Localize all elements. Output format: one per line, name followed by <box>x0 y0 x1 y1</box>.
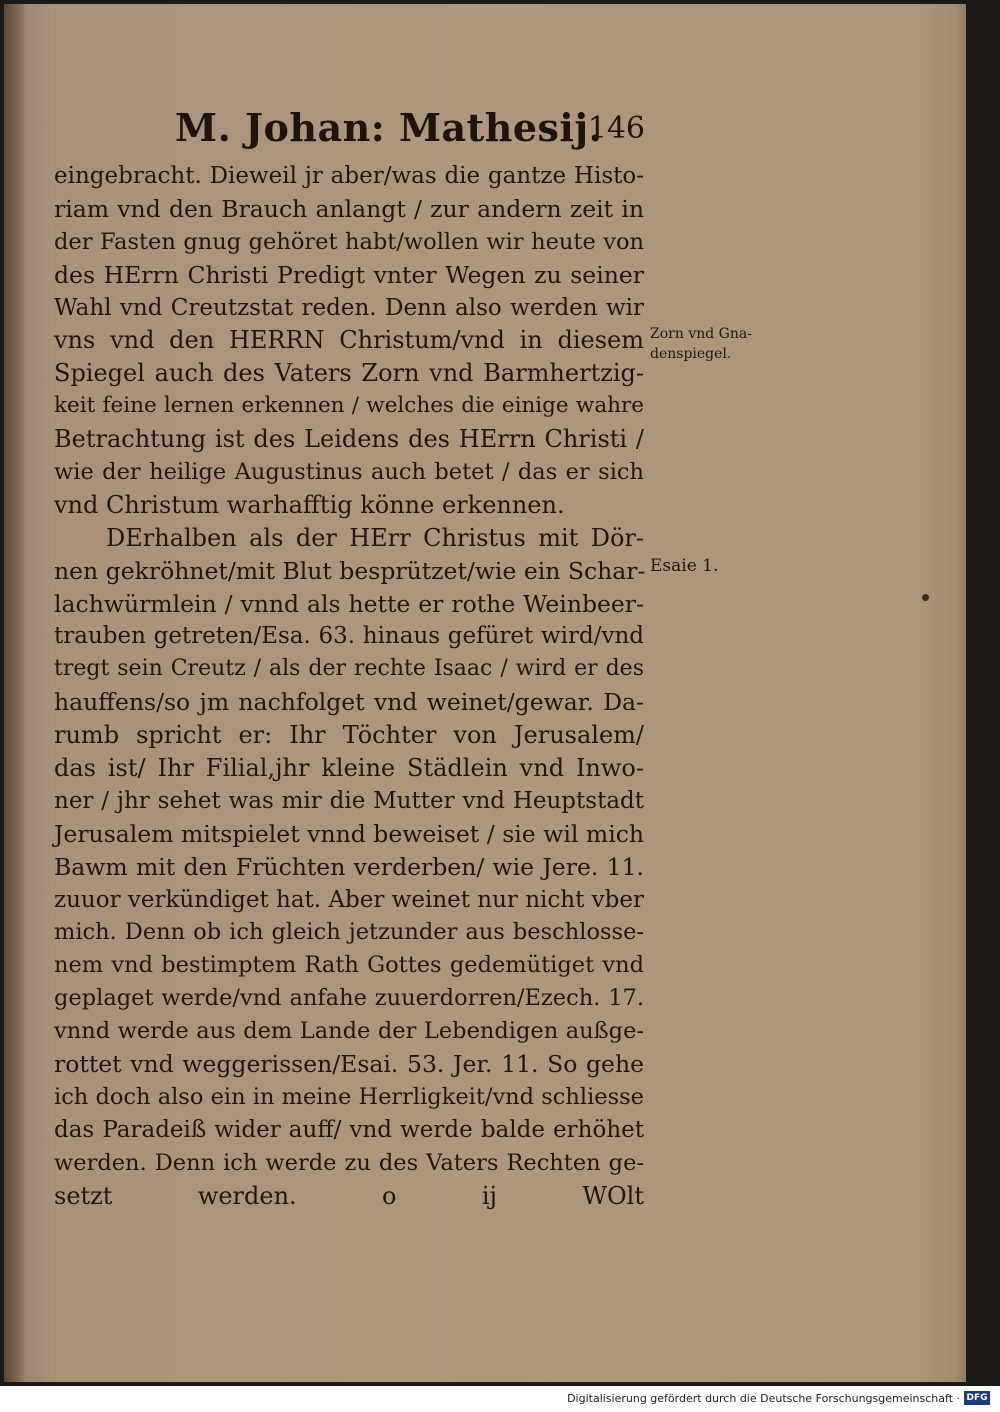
digitization-footer <box>0 1386 1000 1412</box>
text-line: keit feine lernen erkennen / welches die einige wahre <box>54 393 644 419</box>
running-title: M. Johan: Mathesij. <box>175 105 603 150</box>
paragraph-start-line: DErhalben als der HErr Christus mit Dör- <box>106 523 644 552</box>
marginal-note-esaie: Esaie 1. <box>650 556 719 576</box>
text-line: rottet vnd weggerissen/Esai. 53. Jer. 11. So gehe <box>54 1050 644 1079</box>
marginal-note-line: denspiegel. <box>650 346 732 362</box>
dfg-logo-icon: DFG <box>964 1391 990 1405</box>
text-line: eingebracht. Dieweil jr aber/was die gantze Histo- <box>54 163 644 189</box>
text-line: nem vnd bestimptem Rath Gottes gedemütiget vnd <box>54 952 644 979</box>
text-line: rumb spricht er: Ihr Töchter von Jerusalem/ <box>54 721 644 750</box>
ink-speck <box>922 594 929 601</box>
text-line: Wahl vnd Creutzstat reden. Denn also werden wir <box>54 294 644 321</box>
text-line: Bawm mit den Früchten verderben/ wie Jere. 11. <box>54 852 644 881</box>
text-line: trauben getreten/Esa. 63. hinaus gefüret wird/vnd <box>54 623 644 650</box>
text-line: ner / jhr sehet was mir die Mutter vnd Heuptstadt <box>54 787 644 814</box>
marginal-note-zornspiegel <box>650 324 752 364</box>
text-line: Spiegel auch des Vaters Zorn vnd Barmhertzig- <box>54 359 644 388</box>
text-line: werden. Denn ich werde zu des Vaters Rechten ge- <box>54 1149 644 1176</box>
text-line: ich doch also ein in meine Herrligkeit/vnd schliesse <box>54 1083 644 1110</box>
text-line: geplaget werde/vnd anfahe zuuerdorren/Ezech. 17. <box>54 985 644 1012</box>
body-text <box>54 160 644 1213</box>
text-line: lachwürmlein / vnnd als hette er rothe Weinbeer- <box>54 589 644 618</box>
text-line: das ist/ Ihr Filial,jhr kleine Städlein vnd Inwo- <box>54 754 644 783</box>
marginal-note-line: Zorn vnd Gna- <box>650 326 752 342</box>
text-line: vnnd werde aus dem Lande der Lebendigen außge- <box>54 1018 644 1045</box>
page-number: 146 <box>587 111 645 146</box>
text-line: hauffens/so jm nachfolget vnd weinet/gewar. Da- <box>54 688 644 717</box>
text-line: riam vnd den Brauch anlangt / zur andern zeit in <box>54 194 644 223</box>
text-line: Jerusalem mitspielet vnnd beweiset / sie wil mich <box>54 819 644 848</box>
text-line: das Paradeiß wider auff/ vnd werde balde erhöhet <box>54 1116 644 1143</box>
funding-credit: Digitalisierung gefördert durch die Deutsche Forschungsgemeinschaft · <box>567 1392 960 1405</box>
text-line: der Fasten gnug gehöret habt/wollen wir heute von <box>54 228 644 255</box>
text-line: wie der heilige Augustinus auch betet / das er sich <box>54 459 644 486</box>
catchword-line: setzt werden. o ij WOlt <box>54 1181 644 1210</box>
text-line: des HErrn Christi Predigt vnter Wegen zu seiner <box>54 260 644 289</box>
running-head <box>175 100 645 156</box>
text-line: tregt sein Creutz / als der rechte Isaac / wird er des <box>54 656 644 682</box>
text-line: zuuor verkündiget hat. Aber weinet nur nicht vber <box>54 886 644 913</box>
text-line: vnd Christum warhafftig könne erkennen. <box>54 490 565 519</box>
text-line: vns vnd den HERRN Christum/vnd in diesem <box>54 326 644 355</box>
text-line: mich. Denn ob ich gleich jetzunder aus beschlosse- <box>54 919 644 946</box>
text-line: nen gekröhnet/mit Blut besprützet/wie ein Schar- <box>54 556 646 585</box>
page-gutter <box>4 4 26 1382</box>
page-fore-edge <box>956 4 966 1382</box>
text-line: Betrachtung ist des Leidens des HErrn Christi / <box>54 425 644 454</box>
